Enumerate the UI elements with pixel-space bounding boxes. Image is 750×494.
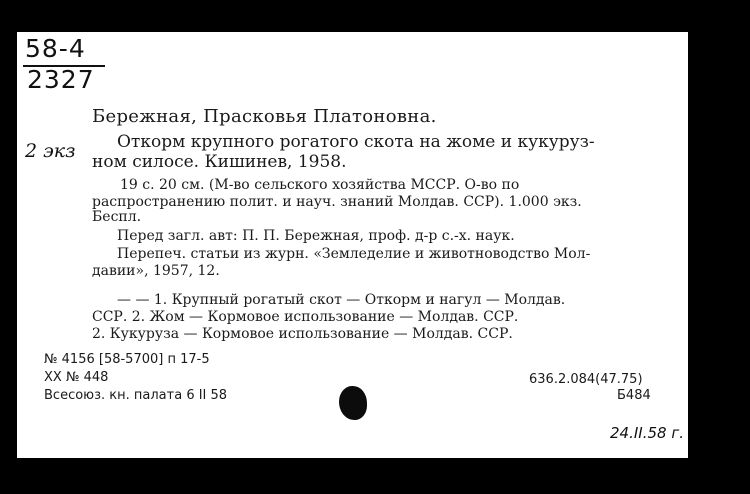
title-line-2: ном силосе. Кишинев, 1958. xyxy=(92,152,347,172)
classification-code: 636.2.084(47.75) xyxy=(529,372,643,387)
title-line-1: Откорм крупного рогатого скота на жоме и кукуруз- xyxy=(117,132,595,152)
author-heading: Бережная, Прасковья Платоновна. xyxy=(92,106,437,127)
call-number-line2: 2327 xyxy=(27,65,95,94)
handwritten-date: 24.II.58 г. xyxy=(610,424,684,442)
note-line-3: давии», 1957, 12. xyxy=(92,263,220,279)
footer-left-line-2: XX № 448 xyxy=(44,370,109,385)
collation-line-1: 19 с. 20 см. (М-во сельского хозяйства МССР. О-во по xyxy=(120,177,520,193)
collation-line-3: Беспл. xyxy=(92,209,142,225)
call-number-line1: 58-4 xyxy=(25,34,86,63)
collation-line-2: распространению полит. и науч. знаний Молдав. ССР). 1.000 экз. xyxy=(92,194,582,210)
margin-copies-note: 2 экз xyxy=(25,140,76,162)
footer-left-line-1: № 4156 [58-5700] п 17-5 xyxy=(44,352,210,367)
ink-blot xyxy=(339,386,367,420)
author-mark: Б484 xyxy=(617,388,651,403)
subjects-line-1: — — 1. Крупный рогатый скот — Откорм и нагул — Молдав. xyxy=(117,292,566,308)
note-line-2: Перепеч. статьи из журн. «Земледелие и животноводство Мол- xyxy=(117,246,591,262)
subjects-line-3: 2. Кукуруза — Кормовое использование — Молдав. ССР. xyxy=(92,326,513,342)
note-line-1: Перед загл. авт: П. П. Бережная, проф. д-р с.-х. наук. xyxy=(117,228,515,244)
subjects-line-2: ССР. 2. Жом — Кормовое использование — Молдав. ССР. xyxy=(92,309,519,325)
footer-left-line-3: Всесоюз. кн. палата 6 II 58 xyxy=(44,388,228,403)
catalog-card xyxy=(17,32,688,458)
